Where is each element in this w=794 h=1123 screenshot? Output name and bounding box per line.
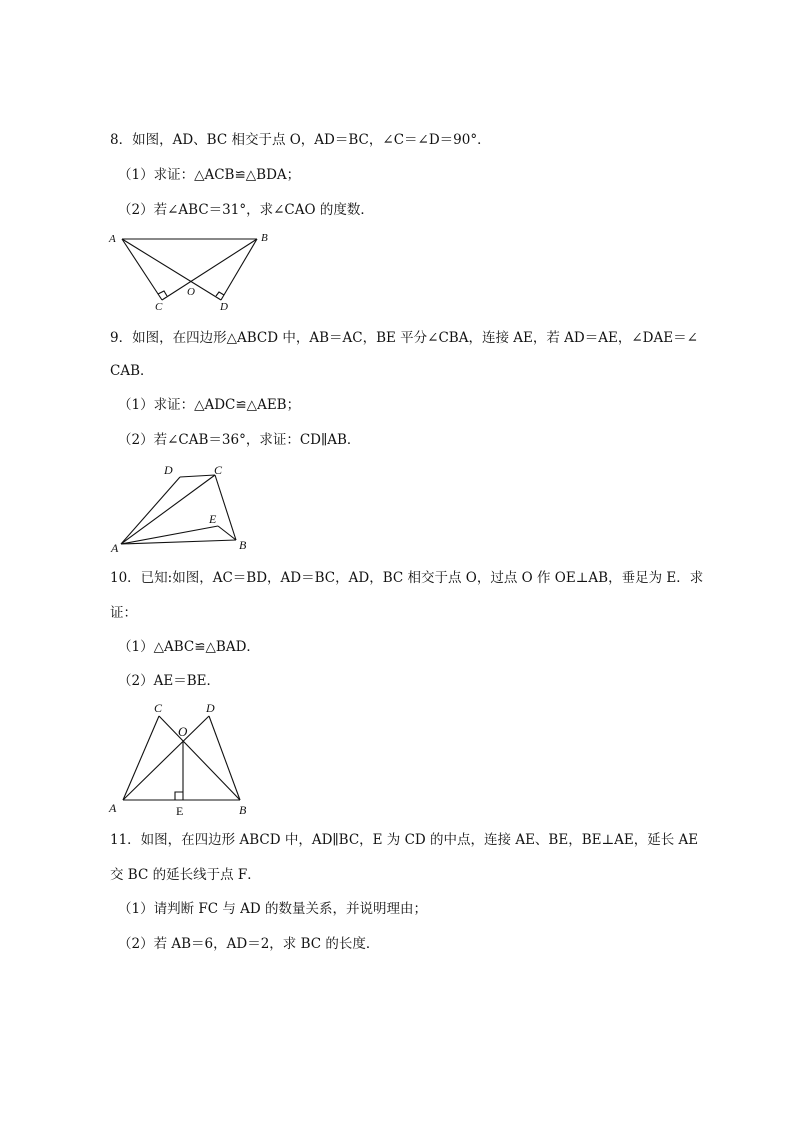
problem-10-stem-line-1: 10．已知:如图，AC＝BD，AD＝BC，AD，BC 相交于点 O，过点 O 作 OE⊥AB，垂足为 E．求 — [110, 570, 704, 586]
problem-8-part-1: （1）求证：△ACB≌△BDA； — [118, 167, 301, 183]
label-a: A — [111, 541, 119, 555]
problem-9-stem-line-1: 9．如图，在四边形△ABCD 中，AB＝AC，BE 平分∠CBA，连接 AE，若 AD＝AE，∠DAE＝∠ — [110, 330, 698, 346]
problem-9-part-1: （1）求证：△ADC≌△AEB； — [118, 397, 301, 413]
segment-bd — [221, 239, 257, 300]
problem-11-stem-line-1: 11．如图，在四边形 ABCD 中，AD∥BC，E 为 CD 的中点，连接 AE、BE，BE⊥AE，延长 AE — [110, 832, 699, 848]
label-c: C — [214, 463, 223, 477]
problem-8-stem: 8．如图，AD、BC 相交于点 O，AD＝BC，∠C＝∠D＝90°． — [110, 132, 491, 148]
problem-11-part-1: （1）请判断 FC 与 AD 的数量关系，并说明理由； — [118, 901, 428, 917]
label-a: A — [109, 233, 116, 245]
label-e: E — [176, 804, 184, 818]
problem-10-part-1: （1）△ABC≌△BAD． — [118, 639, 260, 655]
label-a: A — [109, 801, 117, 815]
segment-bc — [159, 716, 240, 800]
label-b: B — [239, 803, 247, 817]
segment-ac — [122, 239, 162, 300]
label-d: D — [220, 301, 228, 313]
label-o: O — [178, 724, 188, 739]
problem-9-stem-line-2: CAB． — [110, 363, 154, 379]
problem-8-figure — [105, 228, 285, 318]
problem-9-figure — [105, 460, 265, 555]
right-angle-e — [175, 792, 183, 800]
right-angle-d — [216, 292, 224, 296]
segment-bd — [209, 716, 240, 800]
segment-ad — [123, 716, 209, 800]
problem-10-part-2: （2）AE＝BE． — [118, 673, 220, 689]
label-d: D — [206, 701, 215, 715]
problem-11-stem-line-2: 交 BC 的延长线于点 F． — [110, 867, 261, 883]
segment-ad — [121, 477, 180, 544]
label-b: B — [239, 538, 247, 552]
segment-ad — [122, 239, 221, 300]
label-c: C — [154, 701, 163, 715]
label-d: D — [164, 463, 173, 477]
problem-10-figure — [105, 698, 265, 823]
label-o: O — [187, 286, 195, 298]
segment-ac — [123, 716, 159, 800]
segment-cb — [215, 475, 236, 540]
problem-11-part-2: （2）若 AB＝6，AD＝2，求 BC 的长度． — [118, 936, 380, 952]
problem-10-stem-line-2: 证： — [110, 605, 137, 621]
problem-9-part-2: （2）若∠CAB＝36°，求证：CD∥AB． — [118, 432, 361, 448]
problem-8-part-2: （2）若∠ABC＝31°，求∠CAO 的度数． — [118, 202, 374, 218]
segment-ac — [121, 475, 215, 544]
segment-bc — [162, 239, 257, 300]
label-b: B — [261, 232, 268, 244]
label-c: C — [155, 301, 163, 313]
label-e: E — [209, 512, 217, 526]
segment-dc — [180, 475, 215, 477]
